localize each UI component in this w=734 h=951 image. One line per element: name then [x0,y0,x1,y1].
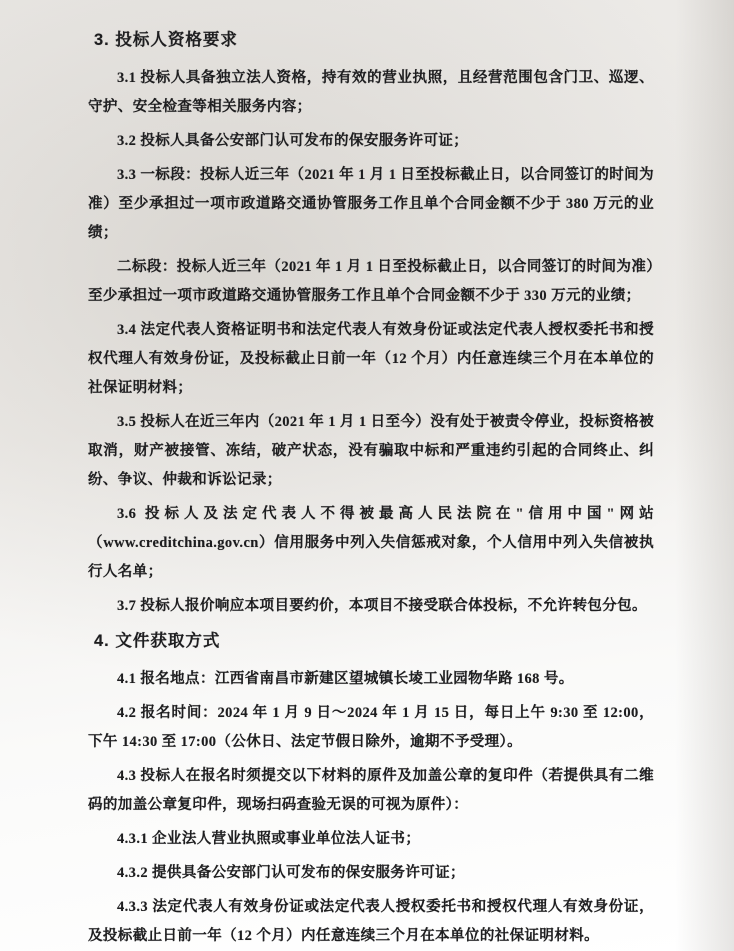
section-document-acquisition [88,631,654,951]
clause-4-1: 4.1 报名地点：江西省南昌市新建区望城镇长堎工业园物华路 168 号。 [117,671,574,687]
section-bidder-qualification-requirements [88,30,654,621]
clause-4-3-3: 4.3.3 法定代表人有效身份证或法定代表人授权委托书和授权代理人有效身份证，及投标截止日前一年（12 个月）内任意连续三个月在本单位的社保证明材料。 [88,899,654,944]
clause-4-3-2: 4.3.2 提供具备公安部门认可发布的保安服务许可证； [117,865,465,881]
clause-4-3-1: 4.3.1 企业法人营业执照或事业单位法人证书； [117,831,421,847]
clause-3-6: 3.6 投标人及法定代表人不得被最高人民法院在"信用中国"网站（www.creditchina.gov.cn）信用服务中列入失信惩戒对象，个人信用中列入失信被执行人名单； [88,506,654,580]
clause-3-3-lot-1: 3.3 一标段：投标人近三年（2021 年 1 月 1 日至投标截止日，以合同签订的时间为准）至少承担过一项市政道路交通协管服务工作且单个合同金额不少于 380 万元的业绩； [88,167,654,241]
clause-3-7: 3.7 投标人报价响应本项目要约价，本项目不接受联合体投标，不允许转包分包。 [117,598,647,614]
clause-3-3-lot-2: 二标段：投标人近三年（2021 年 1 月 1 日至投标截止日，以合同签订的时间为准）至少承担过一项市政道路交通协管服务工作且单个合同金额不少于 330 万元的业绩； [88,259,654,304]
section-3-heading: 3. 投标人资格要求 [94,31,238,49]
section-4-heading: 4. 文件获取方式 [94,632,221,650]
clause-3-4: 3.4 法定代表人资格证明书和法定代表人有效身份证或法定代表人授权委托书和授权代理人有效身份证，及投标截止日前一年（12 个月）内任意连续三个月在本单位的社保证明材料； [88,322,654,396]
clause-4-3: 4.3 投标人在报名时须提交以下材料的原件及加盖公章的复印件（若提供具有二维码的加盖公章复印件，现场扫码查验无误的可视为原件）： [88,768,654,813]
document-content [88,30,654,951]
clause-3-2: 3.2 投标人具备公安部门认可发布的保安服务许可证； [117,133,469,149]
clause-4-2: 4.2 报名时间：2024 年 1 月 9 日～2024 年 1 月 15 日，每日上午 9:30 至 12:00，下午 14:30 至 17:00（公休日、法定节假日除外，逾期不予受理）。 [88,705,654,750]
clause-3-1: 3.1 投标人具备独立法人资格，持有效的营业执照，且经营范围包含门卫、巡逻、守护、安全检查等相关服务内容； [88,70,654,115]
clause-3-5: 3.5 投标人在近三年内（2021 年 1 月 1 日至今）没有处于被责令停业，投标资格被取消，财产被接管、冻结，破产状态，没有骗取中标和严重违约引起的合同终止、纠纷、争议、仲裁和诉讼记录； [88,414,654,488]
